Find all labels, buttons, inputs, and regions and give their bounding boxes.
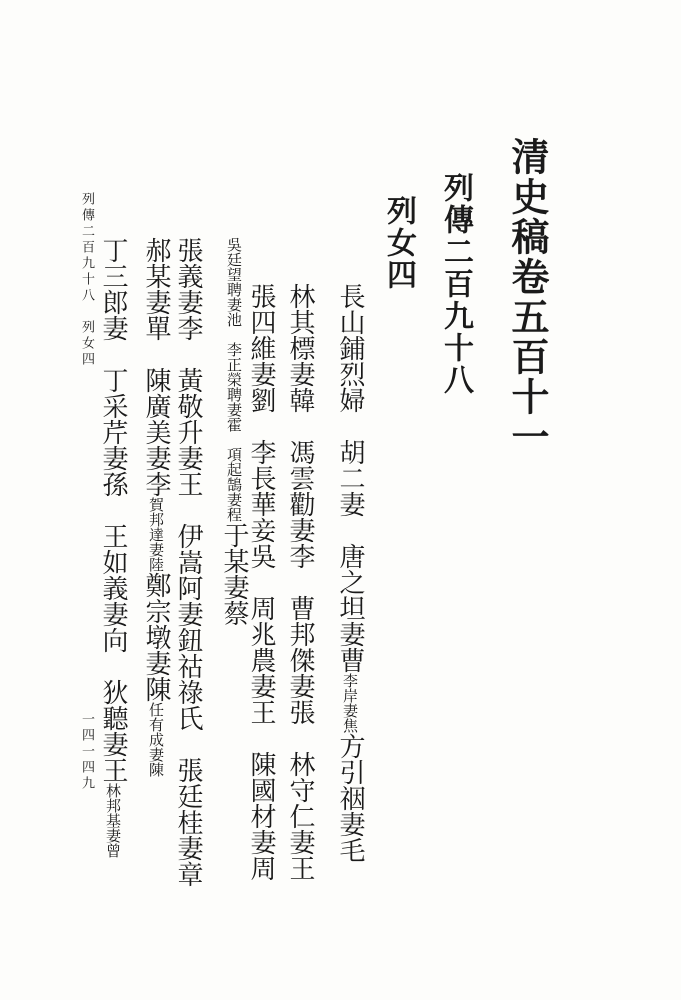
entry-column-6-main: 郝某妻單 陳廣美妻李 [141,237,171,497]
entry-column-4 [221,237,261,626]
entry-column-3-main: 張四維妻劉 李長華妾吳 周兆農妻王 陳國材妻周 [246,283,276,881]
entry-column-7 [100,237,132,858]
entry-column-5-main: 張義妻李 黃敬升妻王 伊嵩阿妻鈕祜祿氏 張廷桂妻章 [173,237,203,887]
entry-column-6-small: 賀邦達妻陸 [147,497,165,572]
entry-column-7-main: 丁三郎妻 丁采芹妻孫 王如義妻向 狄聽妻王 [98,237,128,783]
entry-column-6-small2: 任有成妻陳 [147,702,165,777]
page-number: 一四一四九 [79,712,94,792]
entry-column-2 [287,283,313,881]
margin-note: 列傳二百九十八 列女四 [79,192,94,368]
section-title: 列女四 [381,195,416,291]
entry-column-5 [175,237,201,887]
entry-column-2-main: 林其標妻韓 馮雲勸妻李 曹邦傑妻張 林守仁妻王 [285,283,315,881]
entry-column-6-mid: 鄭宗墩妻陳 [141,572,171,702]
entry-column-6 [138,237,175,777]
book-title: 清史稿卷五百十一 [505,137,550,457]
entry-column-1-after: 方引䄄妻毛 [335,733,365,863]
entry-column-4-small: 吳廷望聘妻池 李正榮聘妻霍 項起鵠妻程 [225,237,243,522]
entry-column-1-small: 李岸妻焦 [341,673,359,733]
entry-column-1 [330,283,367,863]
entry-column-7-small: 林邦基妻曾 [104,783,122,858]
entry-column-4-after: 于某妻蔡 [219,522,249,626]
chapter-title: 列傳二百九十八 [438,172,473,396]
entry-column-1-main: 長山鋪烈婦 胡二妻 唐之坦妻曹 [335,283,365,673]
